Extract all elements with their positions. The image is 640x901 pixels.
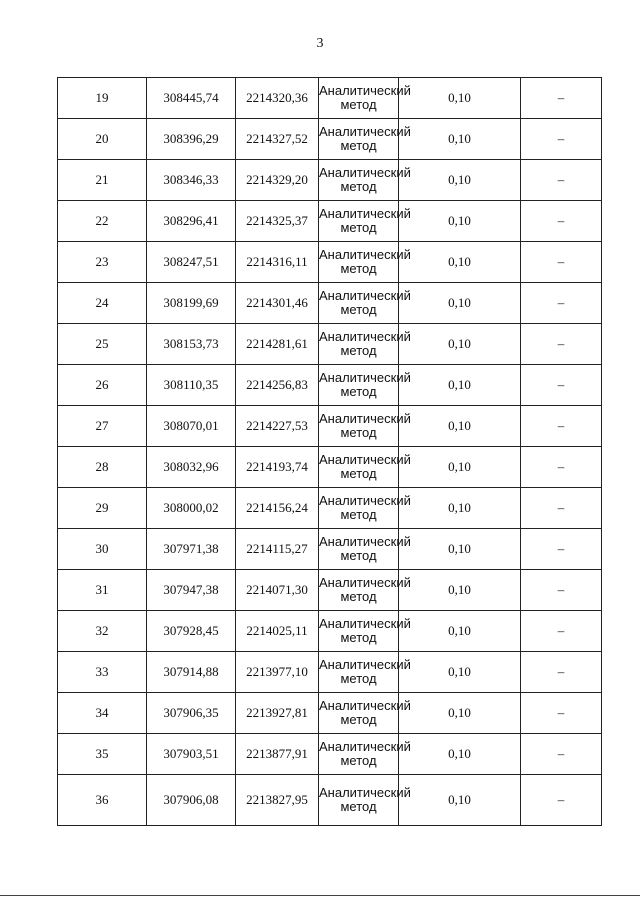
x-coordinate-cell: 308153,73: [147, 324, 236, 365]
note-cell: –: [521, 529, 602, 570]
y-coordinate-cell: 2214301,46: [236, 283, 319, 324]
note-cell: –: [521, 160, 602, 201]
method-line-2: метод: [340, 466, 377, 481]
x-coordinate-cell: 308000,02: [147, 488, 236, 529]
note-cell: –: [521, 283, 602, 324]
accuracy-cell: 0,10: [399, 201, 521, 242]
method-line-1: Аналитический: [319, 616, 411, 631]
method-line-2: метод: [340, 548, 377, 563]
table-row: [58, 611, 602, 652]
method-line-2: метод: [340, 712, 377, 727]
point-number-cell: 19: [58, 78, 147, 119]
method-line-1: Аналитический: [319, 247, 411, 262]
table-row: [58, 283, 602, 324]
method-cell: [319, 570, 411, 611]
table-row: [58, 160, 602, 201]
y-coordinate-cell: 2214327,52: [236, 119, 319, 160]
method-line-1: Аналитический: [319, 329, 411, 344]
table-row: [58, 324, 602, 365]
method-line-2: метод: [340, 302, 377, 317]
y-coordinate-cell: 2214227,53: [236, 406, 319, 447]
point-number-cell: 36: [58, 775, 147, 826]
method-line-1: Аналитический: [319, 83, 411, 98]
y-coordinate-cell: 2213977,10: [236, 652, 319, 693]
method-cell: [319, 734, 411, 775]
method-line-2: метод: [340, 507, 377, 522]
point-number-cell: 29: [58, 488, 147, 529]
table-row: [58, 406, 602, 447]
method-line-1: Аналитический: [319, 739, 411, 754]
y-coordinate-cell: 2214156,24: [236, 488, 319, 529]
note-cell: –: [521, 201, 602, 242]
accuracy-cell: 0,10: [399, 447, 521, 488]
method-line-2: метод: [340, 384, 377, 399]
method-line-2: метод: [340, 799, 377, 814]
note-cell: –: [521, 611, 602, 652]
method-line-2: метод: [340, 753, 377, 768]
method-line-1: Аналитический: [319, 452, 411, 467]
x-coordinate-cell: 307903,51: [147, 734, 236, 775]
method-line-1: Аналитический: [319, 288, 411, 303]
y-coordinate-cell: 2214071,30: [236, 570, 319, 611]
note-cell: –: [521, 447, 602, 488]
method-cell: [319, 283, 411, 324]
point-number-cell: 23: [58, 242, 147, 283]
point-number-cell: 30: [58, 529, 147, 570]
table-row: [58, 775, 602, 826]
coordinates-table: [57, 77, 602, 826]
point-number-cell: 22: [58, 201, 147, 242]
table-row: [58, 242, 602, 283]
point-number-cell: 34: [58, 693, 147, 734]
method-line-1: Аналитический: [319, 124, 411, 139]
x-coordinate-cell: 308032,96: [147, 447, 236, 488]
table-row: [58, 529, 602, 570]
x-coordinate-cell: 307906,35: [147, 693, 236, 734]
accuracy-cell: 0,10: [399, 160, 521, 201]
method-cell: [319, 529, 411, 570]
x-coordinate-cell: 308199,69: [147, 283, 236, 324]
accuracy-cell: 0,10: [399, 570, 521, 611]
note-cell: –: [521, 365, 602, 406]
method-line-1: Аналитический: [319, 370, 411, 385]
method-line-1: Аналитический: [319, 411, 411, 426]
method-cell: [319, 693, 411, 734]
x-coordinate-cell: 308445,74: [147, 78, 236, 119]
point-number-cell: 35: [58, 734, 147, 775]
method-cell: [319, 201, 411, 242]
y-coordinate-cell: 2214115,27: [236, 529, 319, 570]
note-cell: –: [521, 488, 602, 529]
method-cell: [319, 78, 411, 119]
y-coordinate-cell: 2214325,37: [236, 201, 319, 242]
point-number-cell: 33: [58, 652, 147, 693]
x-coordinate-cell: 307947,38: [147, 570, 236, 611]
y-coordinate-cell: 2213927,81: [236, 693, 319, 734]
point-number-cell: 25: [58, 324, 147, 365]
method-cell: [319, 119, 411, 160]
note-cell: –: [521, 119, 602, 160]
accuracy-cell: 0,10: [399, 242, 521, 283]
method-line-1: Аналитический: [319, 575, 411, 590]
point-number-cell: 31: [58, 570, 147, 611]
y-coordinate-cell: 2214329,20: [236, 160, 319, 201]
coordinates-table-body: [58, 78, 602, 826]
x-coordinate-cell: 308070,01: [147, 406, 236, 447]
y-coordinate-cell: 2214316,11: [236, 242, 319, 283]
accuracy-cell: 0,10: [399, 488, 521, 529]
accuracy-cell: 0,10: [399, 283, 521, 324]
table-row: [58, 365, 602, 406]
note-cell: –: [521, 242, 602, 283]
method-cell: [319, 160, 411, 201]
method-line-1: Аналитический: [319, 493, 411, 508]
point-number-cell: 20: [58, 119, 147, 160]
x-coordinate-cell: 308296,41: [147, 201, 236, 242]
point-number-cell: 32: [58, 611, 147, 652]
accuracy-cell: 0,10: [399, 652, 521, 693]
note-cell: –: [521, 324, 602, 365]
point-number-cell: 28: [58, 447, 147, 488]
method-cell: [319, 488, 411, 529]
table-row: [58, 652, 602, 693]
note-cell: –: [521, 734, 602, 775]
note-cell: –: [521, 570, 602, 611]
x-coordinate-cell: 308396,29: [147, 119, 236, 160]
table-row: [58, 570, 602, 611]
method-line-2: метод: [340, 343, 377, 358]
note-cell: –: [521, 693, 602, 734]
note-cell: –: [521, 406, 602, 447]
x-coordinate-cell: 307906,08: [147, 775, 236, 826]
accuracy-cell: 0,10: [399, 324, 521, 365]
note-cell: –: [521, 652, 602, 693]
y-coordinate-cell: 2213827,95: [236, 775, 319, 826]
y-coordinate-cell: 2213877,91: [236, 734, 319, 775]
y-coordinate-cell: 2214025,11: [236, 611, 319, 652]
note-cell: –: [521, 775, 602, 826]
point-number-cell: 21: [58, 160, 147, 201]
method-line-1: Аналитический: [319, 785, 411, 800]
accuracy-cell: 0,10: [399, 78, 521, 119]
method-line-2: метод: [340, 425, 377, 440]
y-coordinate-cell: 2214256,83: [236, 365, 319, 406]
method-cell: [319, 611, 411, 652]
note-cell: –: [521, 78, 602, 119]
table-row: [58, 447, 602, 488]
method-line-1: Аналитический: [319, 206, 411, 221]
table-row: [58, 119, 602, 160]
method-line-1: Аналитический: [319, 698, 411, 713]
page-bottom-edge: [0, 895, 640, 896]
table-row: [58, 201, 602, 242]
point-number-cell: 27: [58, 406, 147, 447]
accuracy-cell: 0,10: [399, 119, 521, 160]
accuracy-cell: 0,10: [399, 611, 521, 652]
accuracy-cell: 0,10: [399, 365, 521, 406]
method-line-2: метод: [340, 97, 377, 112]
method-cell: [319, 324, 411, 365]
method-cell: [319, 447, 411, 488]
y-coordinate-cell: 2214193,74: [236, 447, 319, 488]
x-coordinate-cell: 308110,35: [147, 365, 236, 406]
table-row: [58, 78, 602, 119]
method-cell: [319, 365, 411, 406]
method-line-2: метод: [340, 630, 377, 645]
method-cell: [319, 406, 411, 447]
table-row: [58, 734, 602, 775]
table-row: [58, 693, 602, 734]
method-line-1: Аналитический: [319, 165, 411, 180]
x-coordinate-cell: 308346,33: [147, 160, 236, 201]
accuracy-cell: 0,10: [399, 775, 521, 826]
point-number-cell: 24: [58, 283, 147, 324]
method-line-1: Аналитический: [319, 534, 411, 549]
accuracy-cell: 0,10: [399, 734, 521, 775]
method-line-2: метод: [340, 179, 377, 194]
accuracy-cell: 0,10: [399, 529, 521, 570]
accuracy-cell: 0,10: [399, 406, 521, 447]
accuracy-cell: 0,10: [399, 693, 521, 734]
point-number-cell: 26: [58, 365, 147, 406]
x-coordinate-cell: 307928,45: [147, 611, 236, 652]
x-coordinate-cell: 307971,38: [147, 529, 236, 570]
y-coordinate-cell: 2214281,61: [236, 324, 319, 365]
x-coordinate-cell: 308247,51: [147, 242, 236, 283]
method-cell: [319, 242, 411, 283]
method-cell: [319, 775, 411, 826]
page-number: 3: [316, 36, 324, 51]
method-line-2: метод: [340, 589, 377, 604]
y-coordinate-cell: 2214320,36: [236, 78, 319, 119]
method-line-2: метод: [340, 671, 377, 686]
table-row: [58, 488, 602, 529]
method-cell: [319, 652, 411, 693]
method-line-2: метод: [340, 261, 377, 276]
method-line-2: метод: [340, 138, 377, 153]
x-coordinate-cell: 307914,88: [147, 652, 236, 693]
method-line-2: метод: [340, 220, 377, 235]
method-line-1: Аналитический: [319, 657, 411, 672]
